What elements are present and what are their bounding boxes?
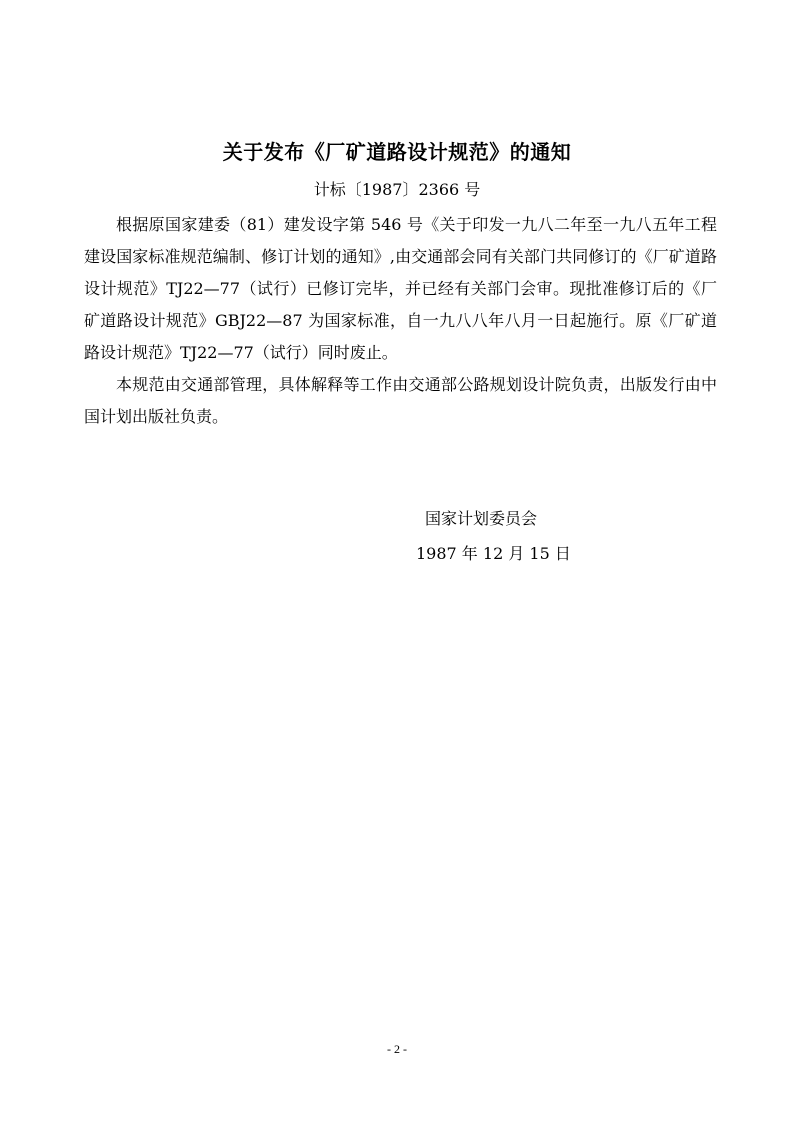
body-paragraph-1: 根据原国家建委（81）建发设字第 546 号《关于印发一九八二年至一九八五年工程建设国家标准规范编制、修订计划的通知》,由交通部会同有关部门共同修订的《厂矿道路设计规范》TJ22—77（试行）已修订完毕，并已经有关部门会审。现批准修订后的《厂矿道路设计规范》GBJ22—87 为国家标准，自一九八八年八月一日起施行。原《厂矿道路设计规范》TJ22—77（试行）同时废止。: [84, 215, 717, 362]
document-title: 关于发布《厂矿道路设计规范》的通知: [222, 140, 572, 164]
signature-organization: 国家计划委员会: [425, 509, 538, 528]
page-number: - 2 -: [387, 1042, 407, 1056]
body-paragraph-2: 本规范由交通部管理，具体解释等工作由交通部公路规划设计院负责，出版发行由中国计划出版社负责。: [84, 375, 717, 426]
document-body: [84, 209, 717, 433]
document-number: 计标〔1987〕2366 号: [313, 180, 481, 199]
signature-date: 1987 年 12 月 15 日: [416, 544, 571, 563]
